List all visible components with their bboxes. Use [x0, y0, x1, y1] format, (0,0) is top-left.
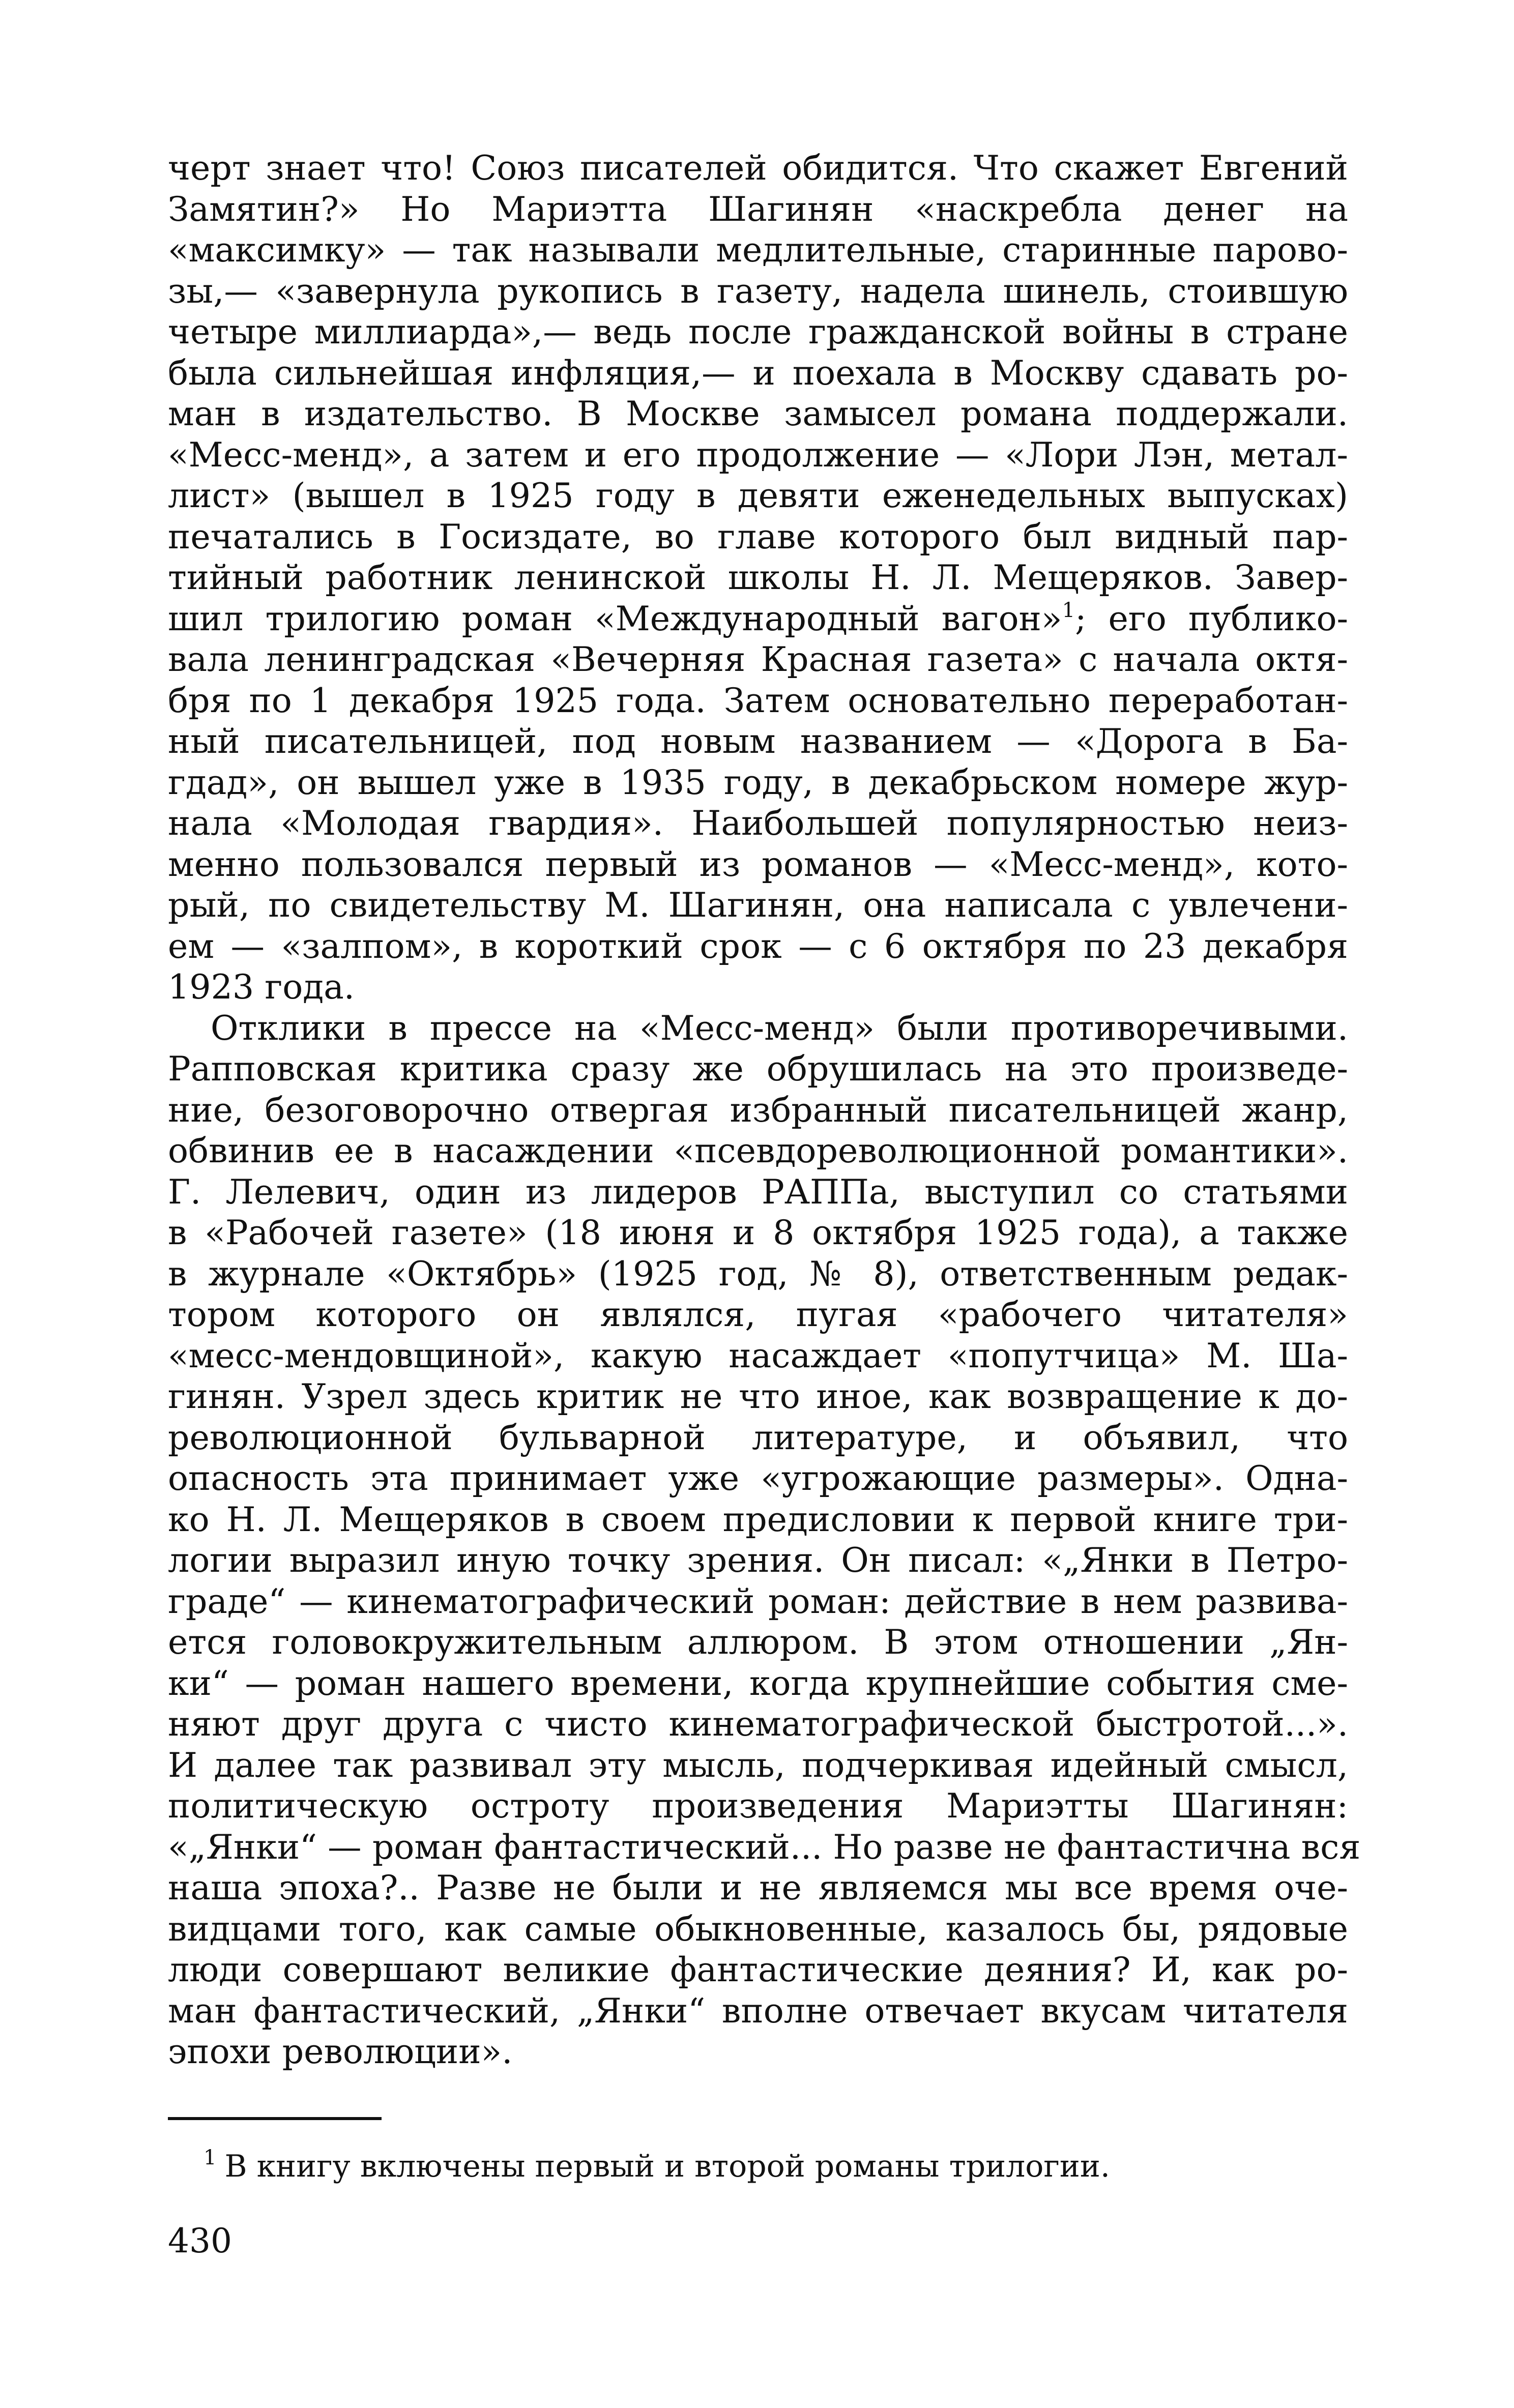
text-line: И далее так развивал эту мысль, подчеркивая идейный смысл,	[168, 1745, 1348, 1785]
text-line: граде“ — кинематографический роман: действие в нем развива-	[168, 1581, 1348, 1621]
text-line: Рапповская критика сразу же обрушилась на это произведе-	[168, 1049, 1348, 1089]
text-line: рый, по свидетельству М. Шагинян, она написала с увлечени-	[168, 885, 1348, 925]
text-line: опасность эта принимает уже «угрожающие размеры». Одна-	[168, 1458, 1348, 1498]
text-line: тором которого он являлся, пугая «рабочего читателя»	[168, 1295, 1348, 1334]
text-line: логии выразил иную точку зрения. Он писал: «„Янки в Петро-	[168, 1540, 1348, 1580]
text-line: нала «Молодая гвардия». Наибольшей популярностью неиз-	[168, 803, 1348, 843]
text-line: Замятин?» Но Мариэтта Шагинян «наскребла денег на	[168, 189, 1348, 229]
text-line: Отклики в прессе на «Месс-менд» были противоречивыми.	[211, 1008, 1348, 1048]
text-line: ман в издательство. В Москве замысел романа поддержали.	[168, 394, 1348, 433]
text-line: четыре миллиарда»,— ведь после гражданской войны в стране	[168, 312, 1348, 351]
text-line: в журнале «Октябрь» (1925 год, № 8), ответственным редак-	[168, 1253, 1348, 1294]
text-line: люди совершают великие фантастические деяния? И, как ро-	[168, 1950, 1348, 1989]
text-line: эпохи революции».	[168, 2032, 513, 2071]
text-line: зы,— «завернула рукопись в газету, надела шинель, стоившую	[168, 271, 1348, 311]
text-line: Г. Лелевич, один из лидеров РАППа, выступил со статьями	[168, 1171, 1348, 1212]
text-line: наша эпоха?.. Разве не были и не являемся мы все время оче-	[168, 1868, 1348, 1907]
footnote-mark: 1	[203, 2146, 217, 2169]
footnote	[168, 2139, 1348, 2185]
page-number: 430	[168, 2221, 232, 2260]
footnote-reference: 1	[1062, 598, 1075, 622]
text-line: бря по 1 декабря 1925 года. Затем основательно переработан-	[168, 680, 1348, 720]
text-line: менно пользовался первый из романов — «Месс-менд», кото-	[168, 844, 1348, 884]
text-line: лист» (вышел в 1925 году в девяти еженедельных выпусках)	[168, 476, 1348, 515]
text-line-with-footnote-ref	[168, 598, 1348, 639]
text-line: «месс-мендовщиной», какую насаждает «попутчица» М. Ша-	[168, 1335, 1348, 1375]
text-line: ние, безоговорочно отвергая избранный писательницей жанр,	[168, 1090, 1348, 1130]
text-line: обвинив ее в насаждении «псевдореволюционной романтики».	[168, 1131, 1348, 1170]
text-line: видцами того, как самые обыкновенные, казалось бы, рядовые	[168, 1908, 1348, 1949]
text-line: ки“ — роман нашего времени, когда крупнейшие события сме-	[168, 1663, 1348, 1703]
book-page	[168, 148, 1361, 2072]
footnote-divider	[168, 2117, 382, 2120]
text-line: ем — «залпом», в короткий срок — с 6 октября по 23 декабря	[168, 926, 1348, 966]
text-line: «Месс-менд», а затем и его продолжение — «Лори Лэн, метал-	[168, 434, 1348, 475]
text-line: «„Янки“ — роман фантастический... Но разве не фантастична вся	[168, 1827, 1361, 1867]
text-before-ref: шил трилогию роман «Международный вагон»	[168, 598, 1062, 638]
text-line: была сильнейшая инфляция,— и поехала в Москву сдавать ро-	[168, 353, 1348, 393]
text-line: в «Рабочей газете» (18 июня и 8 октября 1925 года), а также	[168, 1213, 1348, 1252]
text-line: печатались в Госиздате, во главе которого был видный пар-	[168, 516, 1348, 556]
text-line: революционной бульварной литературе, и объявил, что	[168, 1417, 1348, 1457]
text-line: тийный работник ленинской школы Н. Л. Мещеряков. Завер-	[168, 557, 1348, 597]
text-line: гинян. Узрел здесь критик не что иное, как возвращение к до-	[168, 1376, 1348, 1416]
text-line: ется головокружительным аллюром. В этом отношении „Ян-	[168, 1622, 1348, 1662]
text-line: «максимку» — так называли медлительные, старинные парово-	[168, 230, 1348, 270]
paragraph-1	[168, 148, 1348, 1008]
text-line: няют друг друга с чисто кинематографической быстротой...».	[168, 1704, 1348, 1744]
text-line: ко Н. Л. Мещеряков в своем предисловии к первой книге три-	[168, 1499, 1348, 1539]
text-line: вала ленинградская «Вечерняя Красная газета» с начала октя-	[168, 639, 1348, 679]
text-line: 1923 года.	[168, 967, 355, 1007]
text-line: ман фантастический, „Янки“ вполне отвечает вкусам читателя	[168, 1990, 1348, 2031]
footnote-text: В книгу включены первый и второй романы трилогии.	[224, 2149, 1110, 2184]
text-line: гдад», он вышел уже в 1935 году, в декабрьском номере жур-	[168, 762, 1348, 802]
text-line: ный писательницей, под новым названием — «Дорога в Ба-	[168, 721, 1348, 761]
text-line: политическую остроту произведения Мариэтты Шагинян:	[168, 1786, 1348, 1826]
text-line: черт знает что! Союз писателей обидится. Что скажет Евгений	[168, 148, 1348, 188]
paragraph-2	[168, 1008, 1361, 2072]
text-after-ref: ; его публико-	[1075, 598, 1348, 638]
